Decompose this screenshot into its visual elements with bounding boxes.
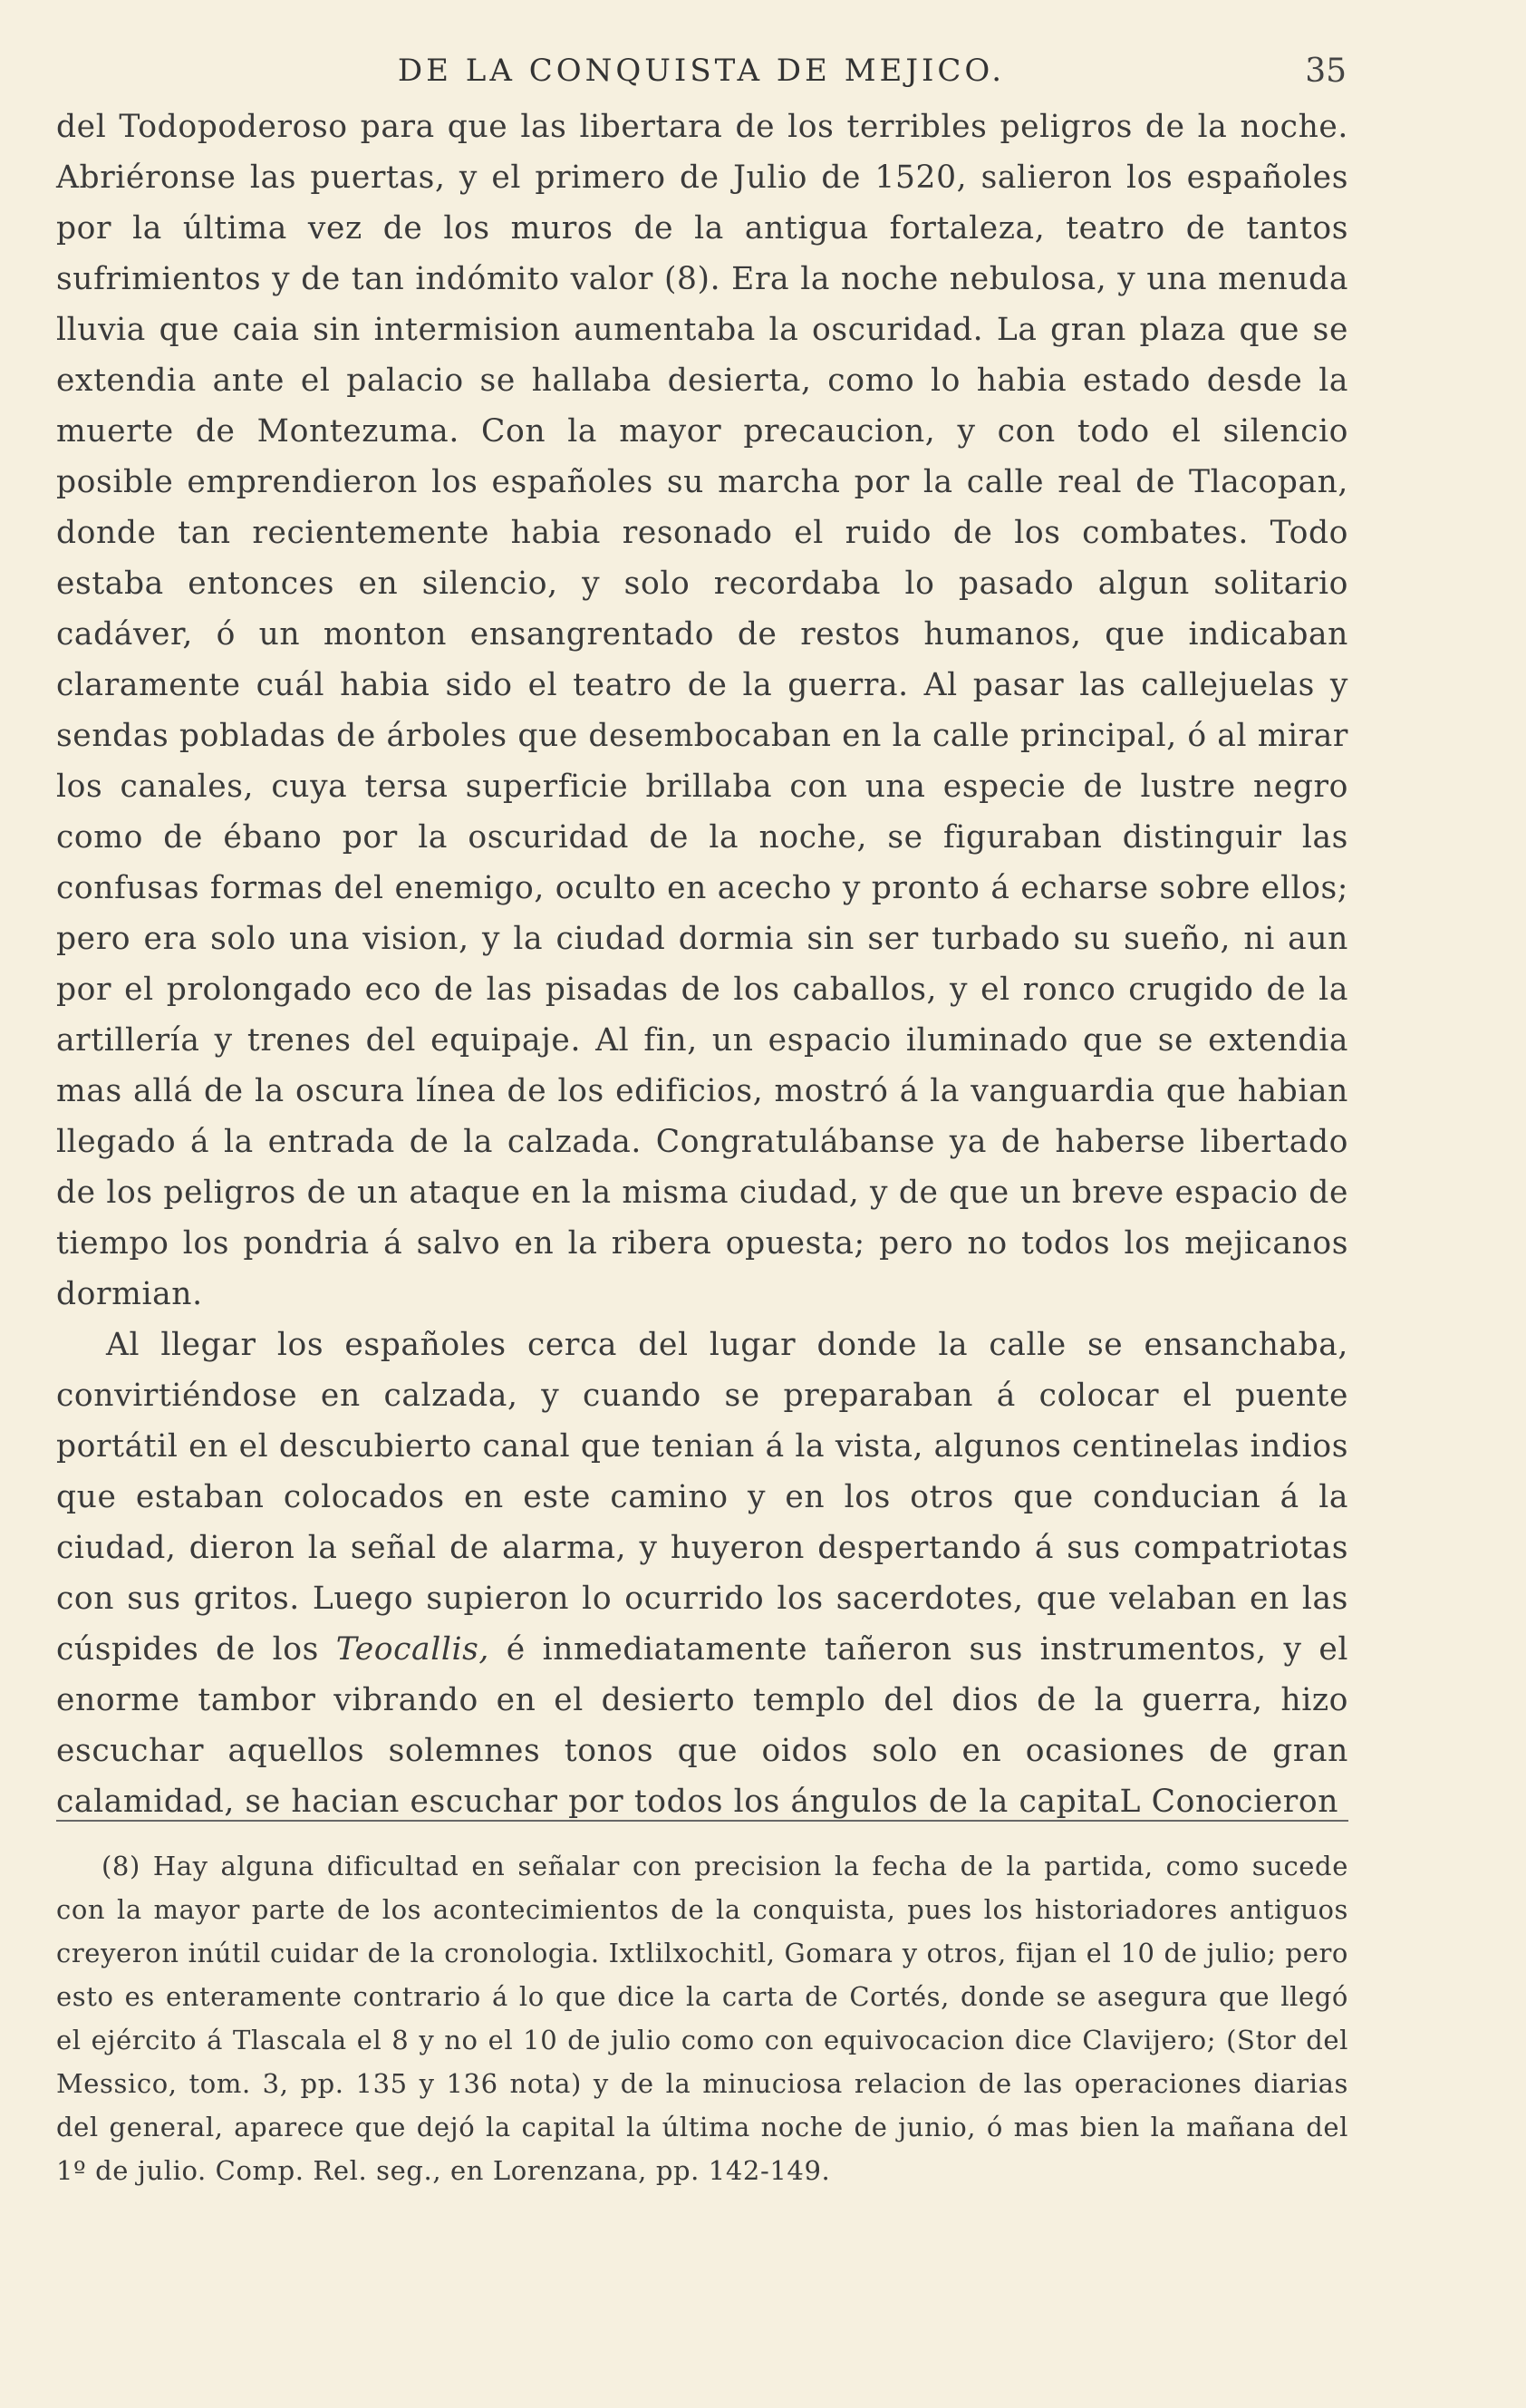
footnote	[56, 1844, 1348, 2192]
paragraph-2	[56, 1320, 1348, 1827]
paragraph-2-part-b: é inmediatamente tañeron sus instrumentos, y el enorme tambor vibrando en el desierto templo del dios de la guerra, hizo escuchar aquellos solemnes tonos que oidos solo en ocasiones de gran calamidad, se hacian escuchar por todos los ángulos de la capitaL Conocieron	[56, 1631, 1348, 1820]
page-number: 35	[1305, 53, 1347, 90]
footnote-text: (8) Hay alguna dificultad en señalar con precision la fecha de la partida, como sucede con la mayor parte de los acontecimientos de la conquista, pues los historiadores antiguos creyeron inútil cuidar de la cronologia. Ixtlilxochitl, Gomara y otros, fijan el 10 de julio; pero esto es enteramente contrario á lo que dice la carta de Cortés, donde se asegura que llegó el ejército á Tlascala el 8 y no el 10 de julio como con equivocacion dice Clavijero; (Stor del Messico, tom. 3, pp. 135 y 136 nota) y de la minuciosa relacion de las operaciones diarias del general, aparece que dejó la capital la última noche de junio, ó mas bien la mañana del 1º de julio. Comp. Rel. seg., en Lorenzana, pp. 142-149.	[56, 1851, 1348, 2186]
italic-term: Teocallis,	[335, 1631, 489, 1668]
paragraph-2-part-a: Al llegar los españoles cerca del lugar donde la calle se ensanchaba, convirtiéndose en calzada, y cuando se preparaban á colocar el puente portátil en el descubierto canal que tenian á la vista, algunos centinelas indios que estaban colocados en este camino y en los otros que conducian á la ciudad, dieron la señal de alarma, y huyeron despertando á sus compatriotas con sus gritos. Luego supieron lo ocurrido los sacerdotes, que velaban en las cúspides de los	[56, 1327, 1348, 1668]
header-title: DE LA CONQUISTA DE MEJICO.	[397, 53, 1006, 89]
paragraph-1: del Todopoderoso para que las libertara de los terribles peligros de la noche. Abriéronse las puertas, y el primero de Julio de 1520, salieron los españoles por la última vez de los muros de la antigua fortaleza, teatro de tantos sufrimientos y de tan indómito valor (8). Era la noche nebulosa, y una menuda lluvia que caia sin intermision aumentaba la oscuridad. La gran plaza que se extendia ante el palacio se hallaba desierta, como lo habia estado desde la muerte de Montezuma. Con la mayor precaucion, y con todo el silencio posible emprendieron los españoles su marcha por la calle real de Tlacopan, donde tan recientemente habia resonado el ruido de los combates. Todo estaba entonces en silencio, y solo recordaba lo pasado algun solitario cadáver, ó un monton ensangrentado de restos humanos, que indicaban claramente cuál habia sido el teatro de la guerra. Al pasar las callejuelas y sendas pobladas de árboles que desembocaban en la calle principal, ó al mirar los canales, cuya tersa superficie brillaba con una especie de lustre negro como de ébano por la oscuridad de la noche, se figuraban distinguir las confusas formas del enemigo, oculto en acecho y pronto á echarse sobre ellos; pero era solo una vision, y la ciudad dormia sin ser turbado su sueño, ni aun por el prolongado eco de las pisadas de los caballos, y el ronco crugido de la artillería y trenes del equipaje. Al fin, un espacio iluminado que se extendia mas allá de la oscura línea de los edificios, mostró á la vanguardia que habian llegado á la entrada de la calzada. Congratulábanse ya de haberse libertado de los peligros de un ataque en la misma ciudad, y de que un breve espacio de tiempo los pondria á salvo en la ribera opuesta; pero no todos los mejicanos dormian.	[56, 109, 1348, 1312]
main-text	[56, 102, 1348, 1827]
footnote-divider	[56, 1820, 1348, 1822]
running-header	[56, 53, 1347, 96]
